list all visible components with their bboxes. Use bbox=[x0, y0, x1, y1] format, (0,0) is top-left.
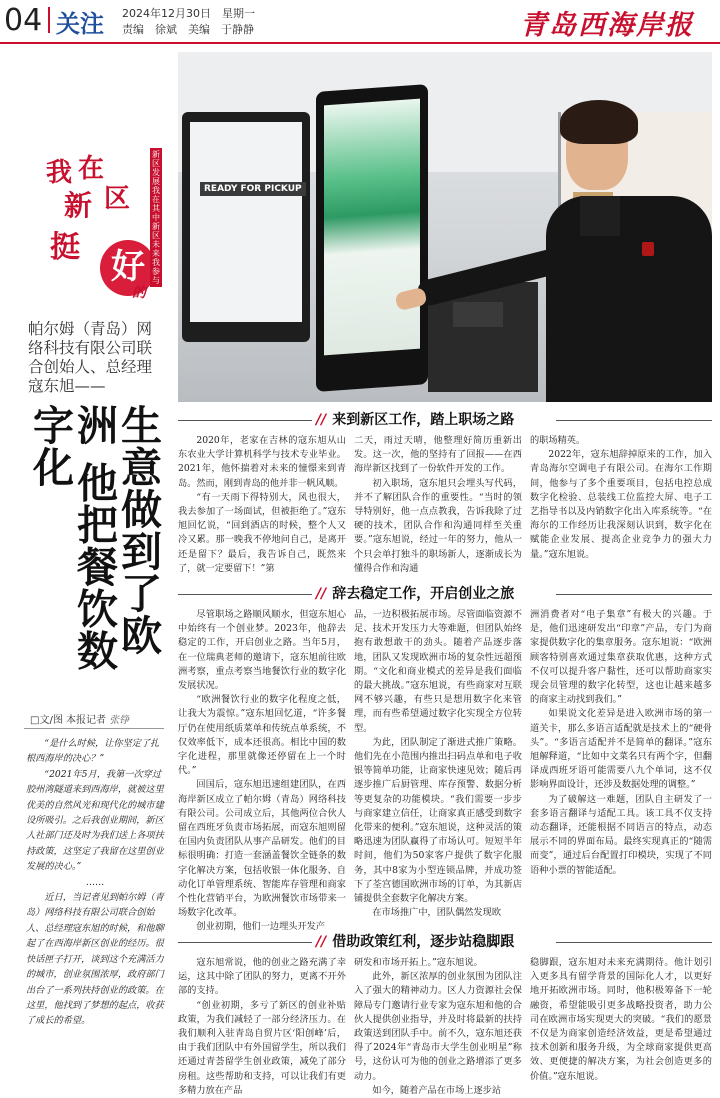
newspaper-masthead: 青岛西海岸报 bbox=[520, 10, 694, 41]
logo-char: 区 bbox=[104, 184, 131, 214]
paragraph: 为此，团队制定了渐进式推广策略。他们先在小范围内推出扫码点单和电子收银等简单功能，让商家快速见效；随后再逐步推广后厨管理、库存预警、数据分析等更复杂的功能模块。“我们需要一步步与商家建立信任，让商家真正感受到数字化带来的便利。”寇东旭说，这种灵活的策略迅速为团队赢得了市场认可。短短半年时间，他们为50家客户提供了数字化服务，其中8家为小型连锁品牌，并成功签下了荃宫德国欧洲市场的订单，为其新店铺提供全套数字化解决方案。 bbox=[354, 736, 522, 905]
logo-char: 我 bbox=[46, 158, 73, 188]
section-1-column-3 bbox=[530, 434, 712, 562]
paragraph: 品，一边积极拓展市场。尽管面临资源不足、技术开发压力大等难题，但团队始终抱有敢想敢干的劲头。随着产品逐步落地，团队又发现欧洲市场的复杂性远超预期。“文化和商业模式的差异是我们面临的最大挑战。”寇东旭说，有些商家对互联网不够兴趣，有些只是想用数字化来管理，而有些希望通过数字化实现全方位转型。 bbox=[354, 609, 522, 734]
paragraph: 尽管职场之路顺风顺水，但寇东旭心中始终有一个创业梦。2023年，他辞去稳定的工作，开启创业之路。当年5月，在一位瑞典老师的邀请下，寇东旭前往欧洲考察，重点考察当地餐饮行业的数字化发展状况。 bbox=[178, 609, 346, 692]
paragraph: 为了破解这一难题，团队自主研发了一套多语言翻译与适配工具。该工具不仅支持动态翻译，还能根据不同语言的特点，动态展示不同的界面布局。最终实现真正的“随需而变”，通过后台配置打印模块，实现了不同语种小票的智能适配。 bbox=[530, 793, 712, 876]
paragraph: 2022年，寇东旭辞掉原来的工作，加入青岛海尔空调电子有限公司。在海尔工作期间，他参与了多个重要项目，包括电控总成数字化检验、总装线工位监控大屏、电子工艺指导书以及内销数字化出入库系统等。“在海尔的工作经历让我深刻认识到，数字化在赋能企业发展、提高企业竞争力的强大力量。”寇东旭说。 bbox=[530, 449, 712, 560]
byline-author: 张铮 bbox=[109, 715, 130, 726]
section-name: 关注 bbox=[56, 10, 104, 38]
header-divider bbox=[48, 7, 50, 33]
paragraph: 在市场推广中，团队偶然发现欧 bbox=[372, 907, 502, 919]
sidebar-intro bbox=[26, 736, 164, 1029]
paragraph: “创业初期，多亏了新区的创业补贴政策，为我们减轻了一部分经济压力。在我们顺利入驻青岛自贸片区‘阳创峰’后，由于我们团队中有外国留学生，所以我们还通过青荟留学生创业政策，减免了部分房租。这些帮助和支持，可以让我们有更多精力放在产品 bbox=[178, 999, 346, 1096]
sidebar-paragraph: 近日，当记者见到帕尔姆（青岛）网络科技有限公司联合创始人、总经理寇东旭的时候，和他聊起了在西海岸新区创业的经历。很快话匣子打开，谈到这个充满活力的城市，创业氛围浓厚，政府部门出台了一系列扶持创业的政策。在这里，他找到了梦想的起点，收获了成长的希望。 bbox=[26, 892, 164, 1027]
paragraph: 回国后，寇东旭迅速组建团队，在西海岸新区成立了帕尔姆（青岛）网络科技有限公司。公司成立后，其他两位合伙人留在西班牙负责市场拓展，而寇东旭则留在国内负责团队从事产品研发。他们的目标很明确：打造一套涵盖餐饮全链条的数字化解决方案，包括收银一体化服务、自动化订单管理系统、智能库存管理和商家个性化营销平台，为欧洲餐饮市场带来一场数字化改革。 bbox=[178, 779, 346, 919]
sidebar-paragraph: “是什么时候，让你坚定了扎根西海岸的决心？” bbox=[26, 738, 160, 765]
paragraph: 创业初期，他们一边埋头开发产 bbox=[196, 921, 326, 933]
subhead-2: // 辞去稳定工作，开启创业之旅 bbox=[316, 586, 515, 602]
paragraph: 如今，随着产品在市场上逐步站 bbox=[372, 1084, 502, 1096]
person-demonstrating bbox=[546, 92, 712, 402]
byline: □文/图 本报记者 张铮 bbox=[30, 715, 130, 726]
logo-vertical-slogan: 新区发展我在其中 新区未来我参与 bbox=[152, 150, 160, 285]
paragraph: 如果说文化差异是进入欧洲市场的第一道关卡，那么多语言适配就是技术上的“硬骨头”。“多语言适配并不是简单的翻译。”寇东旭解释道，“比如中文菜名只有两个字，但翻译成西班牙语可能需要八九个单词，这不仅影响界面设计，还涉及数据处理的调整。” bbox=[530, 708, 712, 791]
article-headline: 生意做到了欧洲 他把餐饮数字化 bbox=[26, 404, 162, 672]
sidebar-paragraph: “2021年5月，我第一次穿过胶州湾隧道来到西海岸，就被这里优美的自然风光和现代化的城市建设所吸引。之后我创业期间，新区人社部门还及时为我们送上各项扶持政策，这坚定了我留在这里创业发展的决心。” bbox=[26, 768, 164, 873]
article-deck: 帕尔姆（青岛）网络科技有限公司联合创始人、总经理寇东旭—— bbox=[28, 320, 153, 395]
logo-circle: 好 bbox=[100, 240, 156, 296]
column-logo bbox=[46, 148, 162, 318]
editors-line: 责编 徐斌 美编 于静静 bbox=[122, 23, 254, 36]
subhead-3: // 借助政策红利，逐步站稳脚跟 bbox=[316, 934, 515, 950]
page-number: 04 bbox=[4, 3, 43, 38]
paragraph: 的职场精英。 bbox=[530, 435, 586, 446]
paragraph: 二天，雨过天晴，他整理好简历重新出发。这一次，他的坚持有了回报——在西海岸新区找到了一份软件开发的工作。 bbox=[354, 435, 522, 475]
section-1-column-1 bbox=[178, 434, 346, 576]
paragraph: 此外，新区浓厚的创业氛围为团队注入了强大的精神动力。区人力资源社会保障局专门邀请行业专家为寇东旭和他的合伙人提供创业指导，并及时将最新的扶持政策送到团队手中。前不久，寇东旭还获得了2024年“青岛市大学生创业明星”称号，这份认可为他的创业之路增添了更多动力。 bbox=[354, 971, 522, 1082]
paragraph: 初入职场，寇东旭只会埋头写代码，并不了解团队合作的重要性。“当时的领导特别好，他一点点教我，告诉我除了过硬的技术，团队合作和沟通同样至关重要。”寇东旭说，经过一年的努力，他从一个只会单打独斗的职场新人，逐渐成长为懂得合作和沟通 bbox=[354, 477, 522, 574]
subhead-1: // 来到新区工作，踏上职场之路 bbox=[316, 412, 515, 428]
kiosk-screen-text: READY FOR PICKUP bbox=[200, 182, 306, 196]
paragraph: “欧洲餐饮行业的数字化程度之低，让我大为震惊。”寇东旭回忆道，“许多餐厅仍在使用纸质菜单和传统点单系统，不仅效率低下，成本还很高。相比中国的数字化进程，那里就像还停留在上一个时代。” bbox=[178, 694, 346, 777]
ordering-kiosk bbox=[316, 84, 428, 392]
section-2-column-2 bbox=[354, 608, 522, 920]
paragraph: 研发和市场开拓上。”寇东旭说。 bbox=[354, 957, 483, 968]
section-3-column-2 bbox=[354, 956, 522, 1098]
logo-char: 挺 bbox=[50, 230, 80, 265]
paragraph: “有一天雨下得特别大，风也很大，我去参加了一场面试，但被拒绝了。”寇东旭回忆说，“回到酒店的时候，整个人又冷又累。那一晚我不停地问自己，是离开还是留下？最后，我告诉自己，既然来了，就一定要留下！”第 bbox=[178, 491, 346, 574]
paragraph: 稳脚跟，寇东旭对未来充满期待。他计划引入更多具有留学背景的国际化人才，以更好地开拓欧洲市场。同时，他积极筹备下一轮融资，希望能吸引更多战略投资者，助力公司在欧洲市场实现更大的突破。“我们的愿景不仅是为商家创造经济效益，更是希望通过技术创新和服务升级，为全球商家提供更高效、更便捷的解决方案，为社会创造更多的价值。”寇东旭说。 bbox=[530, 957, 712, 1082]
sidebar-divider bbox=[24, 728, 164, 729]
kiosk-screen-left bbox=[182, 112, 310, 342]
section-3-column-3 bbox=[530, 956, 712, 1084]
section-2-column-1 bbox=[178, 608, 346, 935]
issue-date: 2024年12月30日 星期一 bbox=[122, 7, 255, 20]
paragraph: 洲消费者对“电子集章”有极大的兴趣。于是，他们迅速研发出“印章”产品，专门为商家提供数字化的集章服务。寇东旭说：“欧洲顾客特别喜欢通过集章获取优惠，这种方式不仅可以提升客户黏性，还可以帮助商家实现会员管理的数字化转型，这也让越来越多的商家主动找到我们。” bbox=[530, 609, 712, 706]
logo-char: 在 bbox=[78, 154, 105, 184]
sidebar-ellipsis: …… bbox=[85, 876, 105, 888]
article-photo bbox=[178, 52, 712, 402]
paragraph: 寇东旭常说，他的创业之路充满了幸运，这其中除了团队的努力，更离不开外部的支持。 bbox=[178, 957, 346, 997]
page-header bbox=[0, 0, 720, 44]
logo-char: 新 bbox=[64, 189, 93, 222]
section-3-column-1 bbox=[178, 956, 346, 1098]
logo-char: 的 bbox=[132, 285, 146, 301]
section-2-column-3 bbox=[530, 608, 712, 878]
paragraph: 2020年，老家在吉林的寇东旭从山东农业大学计算机科学与技术专业毕业。2021年，他怀揣着对未来的憧憬来到青岛。然而，刚到青岛的他并非一帆风顺。 bbox=[178, 435, 346, 489]
section-1-column-2 bbox=[354, 434, 522, 576]
